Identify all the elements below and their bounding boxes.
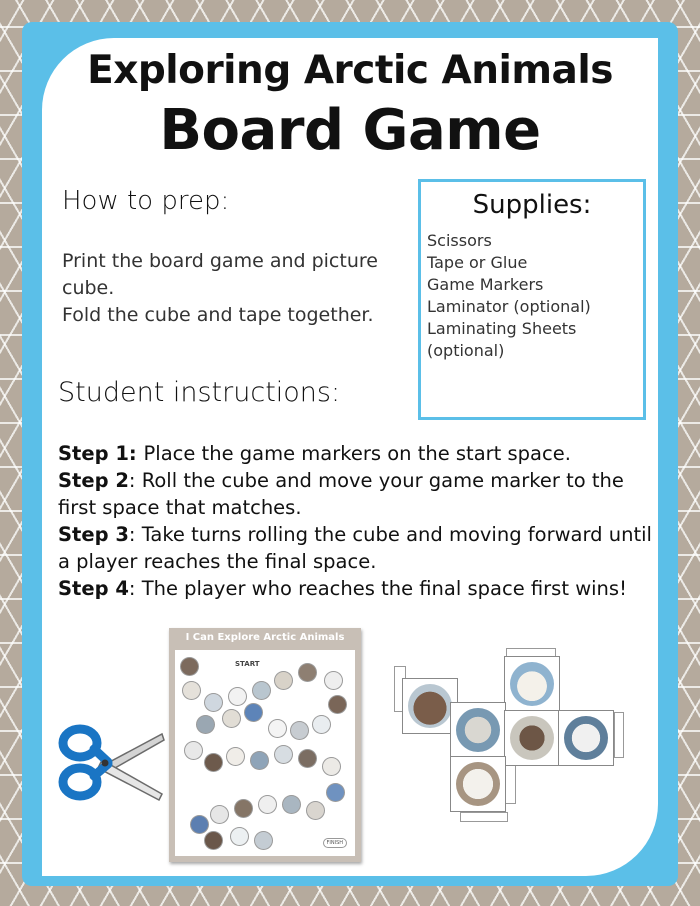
prep-heading: How to prep: bbox=[62, 186, 230, 216]
board-space bbox=[183, 682, 200, 699]
board-space bbox=[299, 750, 316, 767]
prep-text bbox=[62, 248, 407, 329]
board-space bbox=[227, 748, 244, 765]
step-label: Step 4 bbox=[58, 577, 129, 600]
board-space bbox=[323, 758, 340, 775]
step-sep: : bbox=[128, 442, 144, 465]
board-space bbox=[329, 696, 346, 713]
board-space bbox=[253, 682, 270, 699]
board-space bbox=[197, 716, 214, 733]
board-space bbox=[275, 672, 292, 689]
board-space bbox=[259, 796, 276, 813]
supply-item: Scissors bbox=[427, 231, 492, 250]
step-sep: : bbox=[128, 523, 142, 546]
title-line-1: Exploring Arctic Animals bbox=[87, 48, 613, 93]
steps-list bbox=[58, 440, 658, 602]
cube-face bbox=[504, 656, 560, 712]
step-text: Take turns rolling the cube and moving forward until a player reaches the final space. bbox=[58, 523, 652, 573]
board-space bbox=[251, 752, 268, 769]
board-space bbox=[235, 800, 252, 817]
board-space bbox=[205, 832, 222, 849]
board-inner bbox=[175, 650, 355, 856]
cube-face bbox=[450, 702, 506, 758]
board-space bbox=[283, 796, 300, 813]
step-label: Step 2 bbox=[58, 469, 129, 492]
board-finish-label: FINISH bbox=[323, 838, 348, 848]
board-start-label: START bbox=[235, 660, 260, 668]
supply-item: Laminating Sheets (optional) bbox=[427, 319, 577, 360]
title-line-2: Board Game bbox=[159, 98, 541, 163]
board-space bbox=[275, 746, 292, 763]
board-space bbox=[211, 806, 228, 823]
step-text: Place the game markers on the start space. bbox=[143, 442, 571, 465]
board-space bbox=[327, 784, 344, 801]
board-space bbox=[191, 816, 208, 833]
board-space bbox=[255, 832, 272, 849]
scissors-icon bbox=[58, 716, 166, 806]
step-text: The player who reaches the final space first wins! bbox=[141, 577, 627, 600]
cube-face bbox=[558, 710, 614, 766]
board-space bbox=[269, 720, 286, 737]
supply-item: Tape or Glue bbox=[427, 253, 528, 272]
step-label: Step 1 bbox=[58, 442, 129, 465]
board-title: I Can Explore Arctic Animals bbox=[185, 632, 345, 643]
board-space bbox=[231, 828, 248, 845]
board-game-preview bbox=[169, 628, 361, 862]
board-space bbox=[291, 722, 308, 739]
board-space bbox=[205, 754, 222, 771]
board-space bbox=[325, 672, 342, 689]
supply-item: Game Markers bbox=[427, 275, 544, 294]
board-space bbox=[229, 688, 246, 705]
step-3 bbox=[58, 521, 658, 575]
supply-item: Laminator (optional) bbox=[427, 297, 591, 316]
step-2 bbox=[58, 467, 658, 521]
supplies-heading: Supplies: bbox=[472, 190, 592, 220]
step-sep: : bbox=[128, 469, 142, 492]
board-space bbox=[245, 704, 262, 721]
supplies-box bbox=[418, 179, 646, 420]
board-space bbox=[205, 694, 222, 711]
board-space bbox=[299, 664, 316, 681]
step-4 bbox=[58, 575, 658, 602]
board-space bbox=[313, 716, 330, 733]
step-label: Step 3 bbox=[58, 523, 129, 546]
cube-face bbox=[504, 710, 560, 766]
board-space bbox=[307, 802, 324, 819]
prep-line-2: Fold the cube and tape together. bbox=[62, 304, 374, 326]
board-space bbox=[185, 742, 202, 759]
prep-line-1: Print the board game and picture cube. bbox=[62, 250, 378, 299]
step-1 bbox=[58, 440, 658, 467]
board-space bbox=[181, 658, 198, 675]
step-text: Roll the cube and move your game marker to the first space that matches. bbox=[58, 469, 624, 519]
supplies-list bbox=[427, 230, 637, 362]
cube-face bbox=[450, 756, 506, 812]
board-space bbox=[223, 710, 240, 727]
student-heading: Student instructions: bbox=[58, 377, 341, 408]
cube-tab bbox=[614, 712, 624, 758]
cube-tab bbox=[460, 812, 508, 822]
step-sep: : bbox=[128, 577, 142, 600]
